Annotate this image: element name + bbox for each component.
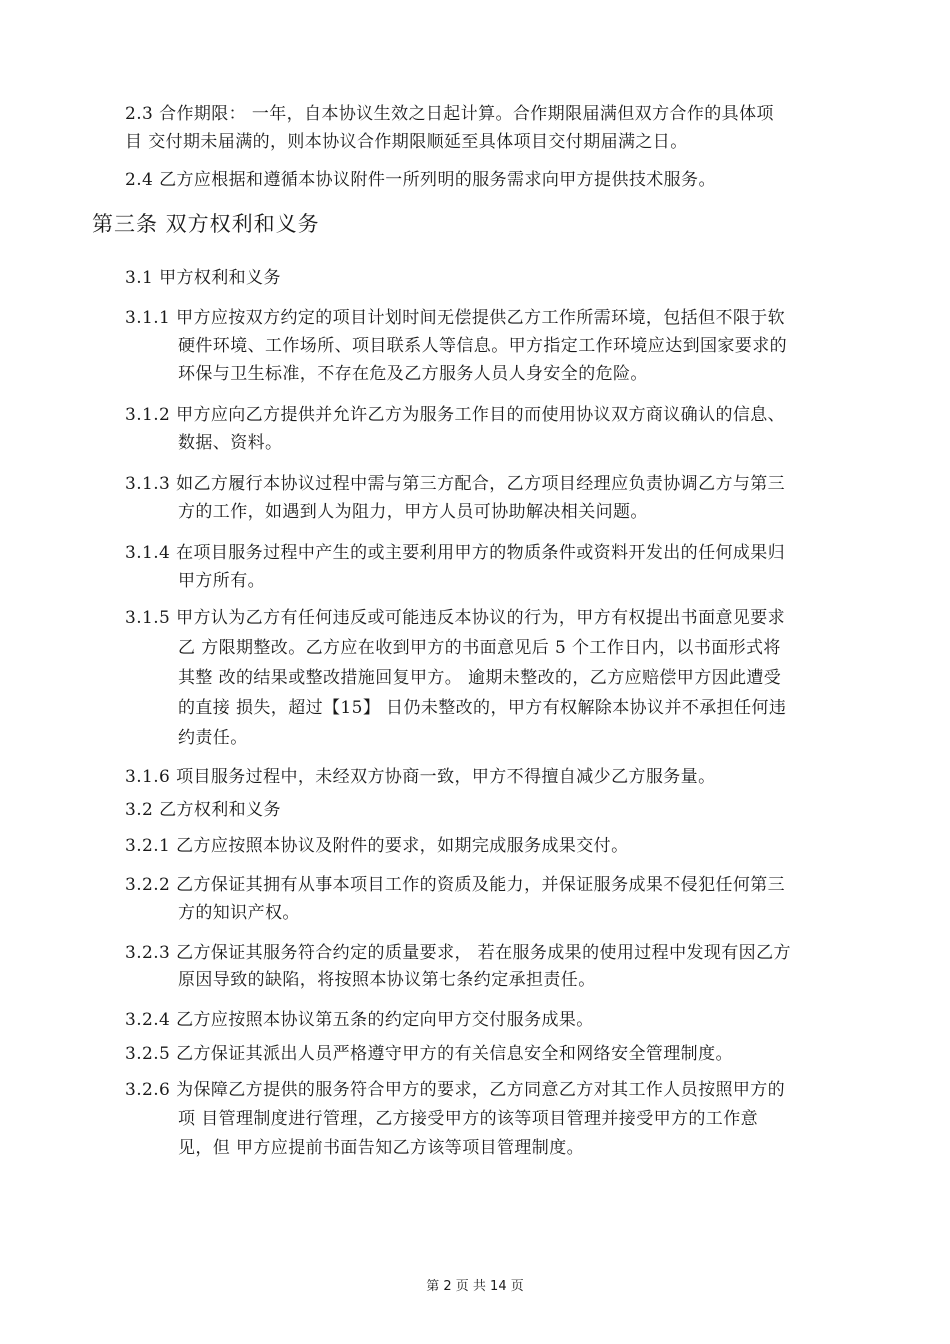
clause-text: 甲方应向乙方提供并允许乙方为服务工作目的而使用协议双方商议确认的信息、 — [176, 405, 786, 425]
clause-3-1-1-line-2: 硬件环境、工作场所、项目联系人等信息。甲方指定工作环境应达到国家要求的 — [178, 336, 787, 356]
clause-3-2-5 — [125, 1038, 733, 1070]
clause-3-2-6-line-3: 见，但 甲方应提前书面告知乙方该等项目管理制度。 — [178, 1138, 585, 1158]
clause-2-3-line-2: 目 交付期未届满的，则本协议合作期限顺延至具体项目交付期届满之日。 — [125, 132, 688, 152]
clause-text: 项目服务过程中，未经双方协商一致，甲方不得擅自减少乙方服务量。 — [176, 767, 716, 787]
clause-number: 3.1.6 — [125, 767, 171, 787]
clause-number: 3.1.1 — [125, 308, 171, 328]
clause-number: 3.1.2 — [125, 405, 171, 425]
clause-text: 乙方应按照本协议第五条的约定向甲方交付服务成果。 — [176, 1010, 594, 1030]
section-3-1-heading — [125, 262, 281, 294]
clause-number: 2.3 — [125, 104, 154, 124]
clause-3-1-1-line-3: 环保与卫生标准，不存在危及乙方服务人员人身安全的危险。 — [178, 364, 648, 384]
clause-3-1-5-line-1 — [125, 602, 785, 634]
clause-number: 3.2.5 — [125, 1044, 171, 1064]
clause-text: 乙方保证其拥有从事本项目工作的资质及能力，并保证服务成果不侵犯任何第三 — [176, 875, 786, 895]
clause-3-1-5-line-5: 约责任。 — [178, 728, 248, 748]
clause-number: 3.2 — [125, 800, 154, 820]
clause-text: 甲方应按双方约定的项目计划时间无偿提供乙方工作所需环境，包括但不限于软 — [176, 308, 786, 328]
clause-text: 乙方保证其服务符合约定的质量要求， 若在服务成果的使用过程中发现有因乙方 — [176, 943, 791, 963]
clause-text: 乙方保证其派出人员严格遵守甲方的有关信息安全和网络安全管理制度。 — [176, 1044, 733, 1064]
clause-number: 3.2.4 — [125, 1010, 171, 1030]
clause-number: 3.1 — [125, 268, 154, 288]
article-3-heading: 第三条 双方权利和义务 — [92, 212, 320, 236]
clause-3-1-3-line-2: 方的工作，如遇到人为阻力，甲方人员可协助解决相关问题。 — [178, 502, 648, 522]
clause-3-2-4 — [125, 1004, 594, 1036]
clause-3-1-5-line-2: 乙 方限期整改。乙方应在收到甲方的书面意见后 5 个工作日内，以书面形式将 — [178, 638, 781, 658]
clause-text: 在项目服务过程中产生的或主要利用甲方的物质条件或资料开发出的任何成果归 — [176, 543, 786, 563]
clause-3-1-6 — [125, 761, 715, 793]
clause-number: 3.1.4 — [125, 543, 171, 563]
clause-text: 乙方应根据和遵循本协议附件一所列明的服务需求向甲方提供技术服务。 — [159, 170, 716, 190]
clause-text: 合作期限： 一年，自本协议生效之日起计算。合作期限届满但双方合作的具体项 — [159, 104, 774, 124]
clause-text: 乙方应按照本协议及附件的要求，如期完成服务成果交付。 — [176, 836, 629, 856]
section-3-2-heading — [125, 794, 281, 826]
clause-3-2-1 — [125, 830, 628, 862]
clause-3-2-2-line-2: 方的知识产权。 — [178, 903, 300, 923]
clause-text: 如乙方履行本协议过程中需与第三方配合，乙方项目经理应负责协调乙方与第三 — [176, 474, 786, 494]
page-footer: 第 2 页 共 14 页 — [426, 1279, 524, 1294]
clause-3-1-4-line-2: 甲方所有。 — [178, 571, 265, 591]
clause-number: 3.2.6 — [125, 1080, 171, 1100]
clause-3-2-6-line-2: 项 目管理制度进行管理，乙方接受甲方的该等项目管理并接受甲方的工作意 — [178, 1109, 759, 1129]
clause-number: 3.2.2 — [125, 875, 171, 895]
clause-number: 3.2.3 — [125, 943, 171, 963]
clause-3-1-2-line-2: 数据、资料。 — [178, 433, 283, 453]
clause-text: 甲方认为乙方有任何违反或可能违反本协议的行为，甲方有权提出书面意见要求 — [176, 608, 786, 628]
clause-number: 3.1.5 — [125, 608, 171, 628]
clause-2-4 — [125, 164, 716, 196]
clause-number: 3.1.3 — [125, 474, 171, 494]
section-title: 甲方权利和义务 — [159, 268, 281, 288]
clause-3-2-6-line-1 — [125, 1074, 785, 1106]
clause-text: 为保障乙方提供的服务符合甲方的要求，乙方同意乙方对其工作人员按照甲方的 — [176, 1080, 786, 1100]
clause-3-2-3-line-2: 原因导致的缺陷，将按照本协议第七条约定承担责任。 — [178, 970, 596, 990]
clause-number: 2.4 — [125, 170, 154, 190]
clause-3-1-5-line-3: 其整 改的结果或整改措施回复甲方。 逾期未整改的，乙方应赔偿甲方因此遭受 — [178, 668, 782, 688]
clause-number: 3.2.1 — [125, 836, 171, 856]
section-title: 乙方权利和义务 — [159, 800, 281, 820]
clause-3-1-5-line-4: 的直接 损失，超过【15】 日仍未整改的，甲方有权解除本协议并不承担任何违 — [178, 698, 787, 718]
